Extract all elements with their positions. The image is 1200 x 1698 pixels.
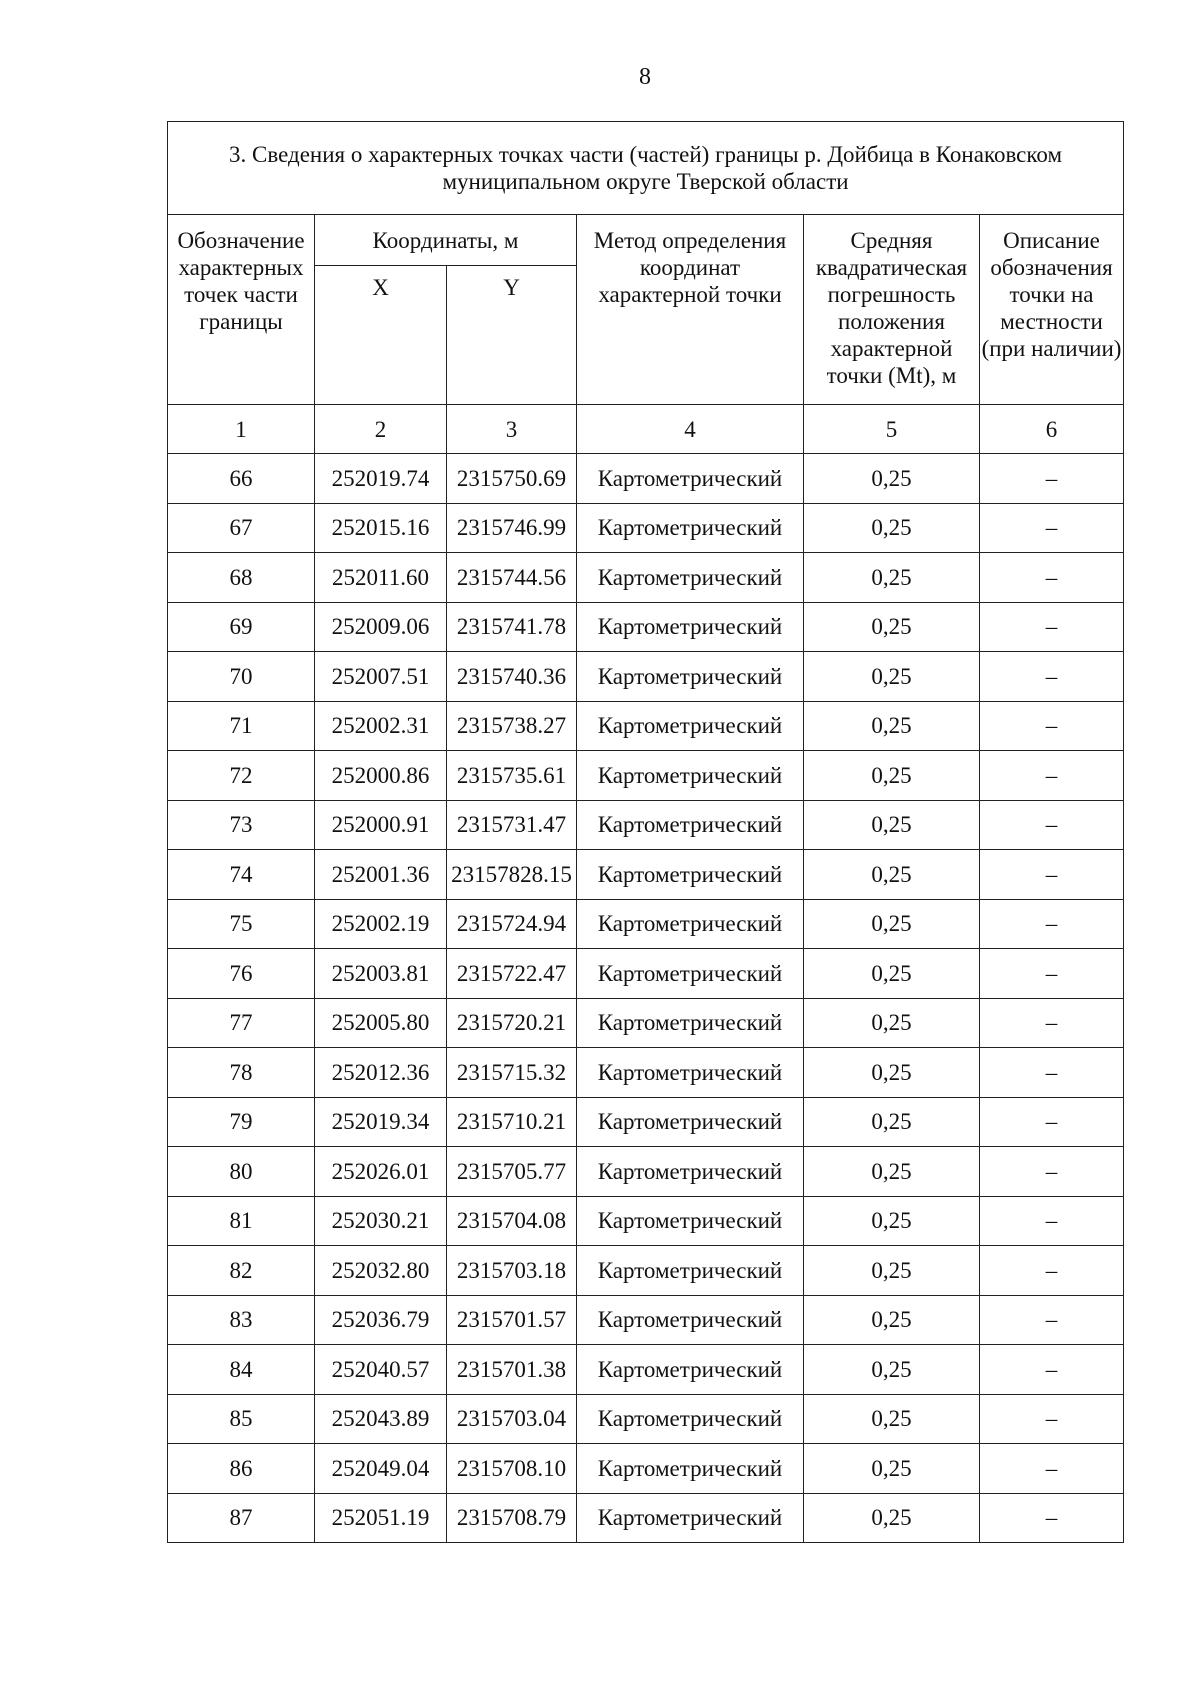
error-cell: 0,25 bbox=[804, 553, 980, 603]
error-cell: 0,25 bbox=[804, 602, 980, 652]
description-cell: – bbox=[980, 1394, 1124, 1444]
point-number-cell: 87 bbox=[168, 1493, 315, 1543]
table-row bbox=[168, 652, 1124, 702]
table-row bbox=[168, 998, 1124, 1048]
y-coordinate-cell: 2315720.21 bbox=[447, 998, 577, 1048]
method-cell: Картометрический bbox=[577, 503, 804, 553]
description-cell: – bbox=[980, 850, 1124, 900]
point-number-cell: 77 bbox=[168, 998, 315, 1048]
point-number-cell: 66 bbox=[168, 454, 315, 504]
method-cell: Картометрический bbox=[577, 553, 804, 603]
method-cell: Картометрический bbox=[577, 899, 804, 949]
method-cell: Картометрический bbox=[577, 1048, 804, 1098]
error-cell: 0,25 bbox=[804, 1345, 980, 1395]
method-cell: Картометрический bbox=[577, 701, 804, 751]
x-coordinate-cell: 252000.86 bbox=[315, 751, 447, 801]
x-coordinate-cell: 252002.31 bbox=[315, 701, 447, 751]
description-cell: – bbox=[980, 1048, 1124, 1098]
point-number-cell: 76 bbox=[168, 949, 315, 999]
error-cell: 0,25 bbox=[804, 454, 980, 504]
description-cell: – bbox=[980, 503, 1124, 553]
table-row bbox=[168, 1196, 1124, 1246]
x-coordinate-cell: 252002.19 bbox=[315, 899, 447, 949]
point-number-cell: 72 bbox=[168, 751, 315, 801]
column-number: 2 bbox=[315, 405, 447, 454]
description-cell: – bbox=[980, 553, 1124, 603]
y-coordinate-cell: 2315704.08 bbox=[447, 1196, 577, 1246]
table-row bbox=[168, 454, 1124, 504]
boundary-points-table-container bbox=[167, 121, 1123, 1543]
y-coordinate-cell: 2315740.36 bbox=[447, 652, 577, 702]
description-cell: – bbox=[980, 1246, 1124, 1296]
description-cell: – bbox=[980, 1295, 1124, 1345]
error-cell: 0,25 bbox=[804, 800, 980, 850]
point-number-cell: 75 bbox=[168, 899, 315, 949]
y-coordinate-cell: 2315724.94 bbox=[447, 899, 577, 949]
error-cell: 0,25 bbox=[804, 949, 980, 999]
header-method: Метод определения координат характерной точки bbox=[577, 215, 804, 405]
x-coordinate-cell: 252011.60 bbox=[315, 553, 447, 603]
method-cell: Картометрический bbox=[577, 949, 804, 999]
x-coordinate-cell: 252000.91 bbox=[315, 800, 447, 850]
method-cell: Картометрический bbox=[577, 1394, 804, 1444]
error-cell: 0,25 bbox=[804, 1394, 980, 1444]
y-coordinate-cell: 2315715.32 bbox=[447, 1048, 577, 1098]
description-cell: – bbox=[980, 652, 1124, 702]
x-coordinate-cell: 252009.06 bbox=[315, 602, 447, 652]
error-cell: 0,25 bbox=[804, 1295, 980, 1345]
method-cell: Картометрический bbox=[577, 602, 804, 652]
error-cell: 0,25 bbox=[804, 1196, 980, 1246]
table-row bbox=[168, 800, 1124, 850]
error-cell: 0,25 bbox=[804, 899, 980, 949]
column-number: 1 bbox=[168, 405, 315, 454]
x-coordinate-cell: 252003.81 bbox=[315, 949, 447, 999]
y-coordinate-cell: 2315731.47 bbox=[447, 800, 577, 850]
error-cell: 0,25 bbox=[804, 1097, 980, 1147]
method-cell: Картометрический bbox=[577, 751, 804, 801]
y-coordinate-cell: 2315738.27 bbox=[447, 701, 577, 751]
table-row bbox=[168, 899, 1124, 949]
point-number-cell: 68 bbox=[168, 553, 315, 603]
y-coordinate-cell: 23157828.15 bbox=[447, 850, 577, 900]
point-number-cell: 79 bbox=[168, 1097, 315, 1147]
table-row bbox=[168, 751, 1124, 801]
header-error: Средняя квадратическая погрешность положения характерной точки (Mt), м bbox=[804, 215, 980, 405]
table-row bbox=[168, 1444, 1124, 1494]
y-coordinate-cell: 2315703.18 bbox=[447, 1246, 577, 1296]
page-number: 8 bbox=[639, 64, 651, 90]
point-number-cell: 80 bbox=[168, 1147, 315, 1197]
description-cell: – bbox=[980, 701, 1124, 751]
error-cell: 0,25 bbox=[804, 652, 980, 702]
y-coordinate-cell: 2315746.99 bbox=[447, 503, 577, 553]
y-coordinate-cell: 2315703.04 bbox=[447, 1394, 577, 1444]
table-row bbox=[168, 602, 1124, 652]
x-coordinate-cell: 252005.80 bbox=[315, 998, 447, 1048]
description-cell: – bbox=[980, 1493, 1124, 1543]
method-cell: Картометрический bbox=[577, 1147, 804, 1197]
y-coordinate-cell: 2315750.69 bbox=[447, 454, 577, 504]
point-number-cell: 83 bbox=[168, 1295, 315, 1345]
x-coordinate-cell: 252012.36 bbox=[315, 1048, 447, 1098]
y-coordinate-cell: 2315735.61 bbox=[447, 751, 577, 801]
x-coordinate-cell: 252032.80 bbox=[315, 1246, 447, 1296]
column-number: 4 bbox=[577, 405, 804, 454]
point-number-cell: 84 bbox=[168, 1345, 315, 1395]
table-row bbox=[168, 1345, 1124, 1395]
header-designation: Обозначение характерных точек части границы bbox=[168, 215, 315, 405]
x-coordinate-cell: 252007.51 bbox=[315, 652, 447, 702]
x-coordinate-cell: 252001.36 bbox=[315, 850, 447, 900]
error-cell: 0,25 bbox=[804, 1493, 980, 1543]
method-cell: Картометрический bbox=[577, 1295, 804, 1345]
description-cell: – bbox=[980, 1196, 1124, 1246]
error-cell: 0,25 bbox=[804, 751, 980, 801]
table-row bbox=[168, 553, 1124, 603]
header-coordinates: Координаты, м bbox=[315, 215, 577, 266]
table-title: 3. Сведения о характерных точках части (частей) границы р. Дойбица в Конаковском муниципальном округе Тверской области bbox=[168, 122, 1124, 215]
method-cell: Картометрический bbox=[577, 1097, 804, 1147]
error-cell: 0,25 bbox=[804, 998, 980, 1048]
description-cell: – bbox=[980, 751, 1124, 801]
method-cell: Картометрический bbox=[577, 998, 804, 1048]
error-cell: 0,25 bbox=[804, 1444, 980, 1494]
x-coordinate-cell: 252040.57 bbox=[315, 1345, 447, 1395]
point-number-cell: 78 bbox=[168, 1048, 315, 1098]
point-number-cell: 70 bbox=[168, 652, 315, 702]
description-cell: – bbox=[980, 454, 1124, 504]
y-coordinate-cell: 2315710.21 bbox=[447, 1097, 577, 1147]
y-coordinate-cell: 2315722.47 bbox=[447, 949, 577, 999]
error-cell: 0,25 bbox=[804, 1147, 980, 1197]
column-numbers-row bbox=[168, 405, 1124, 454]
table-row bbox=[168, 949, 1124, 999]
column-number: 3 bbox=[447, 405, 577, 454]
y-coordinate-cell: 2315744.56 bbox=[447, 553, 577, 603]
y-coordinate-cell: 2315741.78 bbox=[447, 602, 577, 652]
point-number-cell: 69 bbox=[168, 602, 315, 652]
point-number-cell: 81 bbox=[168, 1196, 315, 1246]
method-cell: Картометрический bbox=[577, 1345, 804, 1395]
method-cell: Картометрический bbox=[577, 800, 804, 850]
table-row bbox=[168, 1295, 1124, 1345]
table-row bbox=[168, 1394, 1124, 1444]
y-coordinate-cell: 2315705.77 bbox=[447, 1147, 577, 1197]
method-cell: Картометрический bbox=[577, 1246, 804, 1296]
table-row bbox=[168, 701, 1124, 751]
table-row bbox=[168, 850, 1124, 900]
table-row bbox=[168, 503, 1124, 553]
point-number-cell: 74 bbox=[168, 850, 315, 900]
error-cell: 0,25 bbox=[804, 701, 980, 751]
x-coordinate-cell: 252019.74 bbox=[315, 454, 447, 504]
error-cell: 0,25 bbox=[804, 1048, 980, 1098]
y-coordinate-cell: 2315701.57 bbox=[447, 1295, 577, 1345]
description-cell: – bbox=[980, 1097, 1124, 1147]
column-number: 5 bbox=[804, 405, 980, 454]
method-cell: Картометрический bbox=[577, 652, 804, 702]
method-cell: Картометрический bbox=[577, 454, 804, 504]
method-cell: Картометрический bbox=[577, 1444, 804, 1494]
point-number-cell: 71 bbox=[168, 701, 315, 751]
point-number-cell: 85 bbox=[168, 1394, 315, 1444]
table-row bbox=[168, 1246, 1124, 1296]
table-body bbox=[168, 454, 1124, 1543]
description-cell: – bbox=[980, 602, 1124, 652]
method-cell: Картометрический bbox=[577, 850, 804, 900]
point-number-cell: 82 bbox=[168, 1246, 315, 1296]
x-coordinate-cell: 252051.19 bbox=[315, 1493, 447, 1543]
table-row bbox=[168, 1147, 1124, 1197]
x-coordinate-cell: 252015.16 bbox=[315, 503, 447, 553]
description-cell: – bbox=[980, 899, 1124, 949]
x-coordinate-cell: 252043.89 bbox=[315, 1394, 447, 1444]
table-row bbox=[168, 1097, 1124, 1147]
y-coordinate-cell: 2315701.38 bbox=[447, 1345, 577, 1395]
description-cell: – bbox=[980, 1345, 1124, 1395]
header-y: Y bbox=[447, 266, 577, 405]
error-cell: 0,25 bbox=[804, 850, 980, 900]
description-cell: – bbox=[980, 998, 1124, 1048]
point-number-cell: 67 bbox=[168, 503, 315, 553]
column-number: 6 bbox=[980, 405, 1124, 454]
description-cell: – bbox=[980, 1444, 1124, 1494]
method-cell: Картометрический bbox=[577, 1493, 804, 1543]
x-coordinate-cell: 252026.01 bbox=[315, 1147, 447, 1197]
error-cell: 0,25 bbox=[804, 503, 980, 553]
x-coordinate-cell: 252019.34 bbox=[315, 1097, 447, 1147]
table-row bbox=[168, 1048, 1124, 1098]
method-cell: Картометрический bbox=[577, 1196, 804, 1246]
description-cell: – bbox=[980, 1147, 1124, 1197]
x-coordinate-cell: 252036.79 bbox=[315, 1295, 447, 1345]
header-description: Описание обозначения точки на местности (при наличии) bbox=[980, 215, 1124, 405]
table-row bbox=[168, 1493, 1124, 1543]
header-x: X bbox=[315, 266, 447, 405]
x-coordinate-cell: 252049.04 bbox=[315, 1444, 447, 1494]
point-number-cell: 86 bbox=[168, 1444, 315, 1494]
description-cell: – bbox=[980, 949, 1124, 999]
x-coordinate-cell: 252030.21 bbox=[315, 1196, 447, 1246]
y-coordinate-cell: 2315708.10 bbox=[447, 1444, 577, 1494]
boundary-points-table bbox=[167, 121, 1124, 1543]
description-cell: – bbox=[980, 800, 1124, 850]
y-coordinate-cell: 2315708.79 bbox=[447, 1493, 577, 1543]
point-number-cell: 73 bbox=[168, 800, 315, 850]
error-cell: 0,25 bbox=[804, 1246, 980, 1296]
